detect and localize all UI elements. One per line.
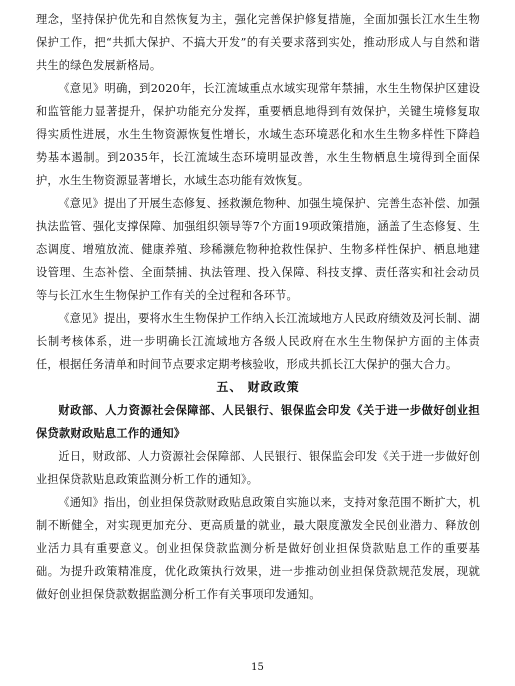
paragraph-notice-intro: 近日，财政部、人力资源社会保障部、人民银行、银保监会印发《关于进一步做好创业担保贷款贴息政策监测分析工作的通知》。: [36, 450, 480, 486]
paragraph-opinion-measures: 《意见》提出了开展生态修复、拯救濒危物种、加强生境保护、完善生态补偿、加强执法监管、强化支撑保障、加强组织领导等7个方面19项政策措施，涵盖了生态修复、生态调度、增殖放流、健康养殖、珍稀濒危物种抢救性保护、生物多样性保护、栖息地建设管理、生态补偿、全面禁捕、执法管理、投入保障、科技支撑、责任落实和社会动员等与长江水生生物保护工作有关的全过程和各环节。: [36, 197, 480, 302]
document-page: [36, 8, 480, 606]
paragraph-continuation: 理念，坚持保护优先和自然恢复为主，强化完善保护修复措施，全面加强长江水生生物保护工作，把“共抓大保护、不搞大开发”的有关要求落到实处，推动形成人与自然和谐共生的绿色发展新格局。: [36, 13, 480, 72]
paragraph-notice-details: 《通知》指出，创业担保贷款财政贴息政策自实施以来，支持对象范围不断扩大，机制不断健全，对实现更加充分、更高质量的就业，最大限度激发全民创业潜力、释放创业活力具有重要意义。创业担保贷款监测分析是做好创业担保贷款贴息工作的重要基础。为提升政策精准度，优化政策执行效果，进一步推动创业担保贷款规范发展，现就做好创业担保贷款数据监测分析工作有关事项印发通知。: [36, 496, 480, 601]
paragraph-opinion-responsibility: 《意见》提出，要将水生生物保护工作纳入长江流域地方人民政府绩效及河长制、湖长制考核体系，进一步明确长江流域地方各级人民政府在水生生物保护方面的主体责任，根据任务清单和时间节点要求定期考核验收，形成共抓长江大保护的强大合力。: [36, 312, 480, 371]
paragraph-opinion-goals: 《意见》明确，到2020年，长江流域重点水域实现常年禁捕，水生生物保护区建设和监管能力显著提升，保护功能充分发挥，重要栖息地得到有效保护，关键生境修复取得实质性进展，水生生物资源恢复性增长，水域生态环境恶化和水生生物多样性下降趋势基本遏制。到2035年，长江流域生态环境明显改善，水生生物栖息生境得到全面保护，水生生物资源显著增长，水域生态功能有效恢复。: [36, 82, 480, 187]
page-number: 15: [251, 662, 264, 673]
section-heading-fiscal-policy: 五、 财政政策: [216, 380, 300, 394]
article-subheading: 财政部、人力资源社会保障部、人民银行、银保监会印发《关于进一步做好创业担保贷款财政贴息工作的通知》: [36, 403, 480, 440]
